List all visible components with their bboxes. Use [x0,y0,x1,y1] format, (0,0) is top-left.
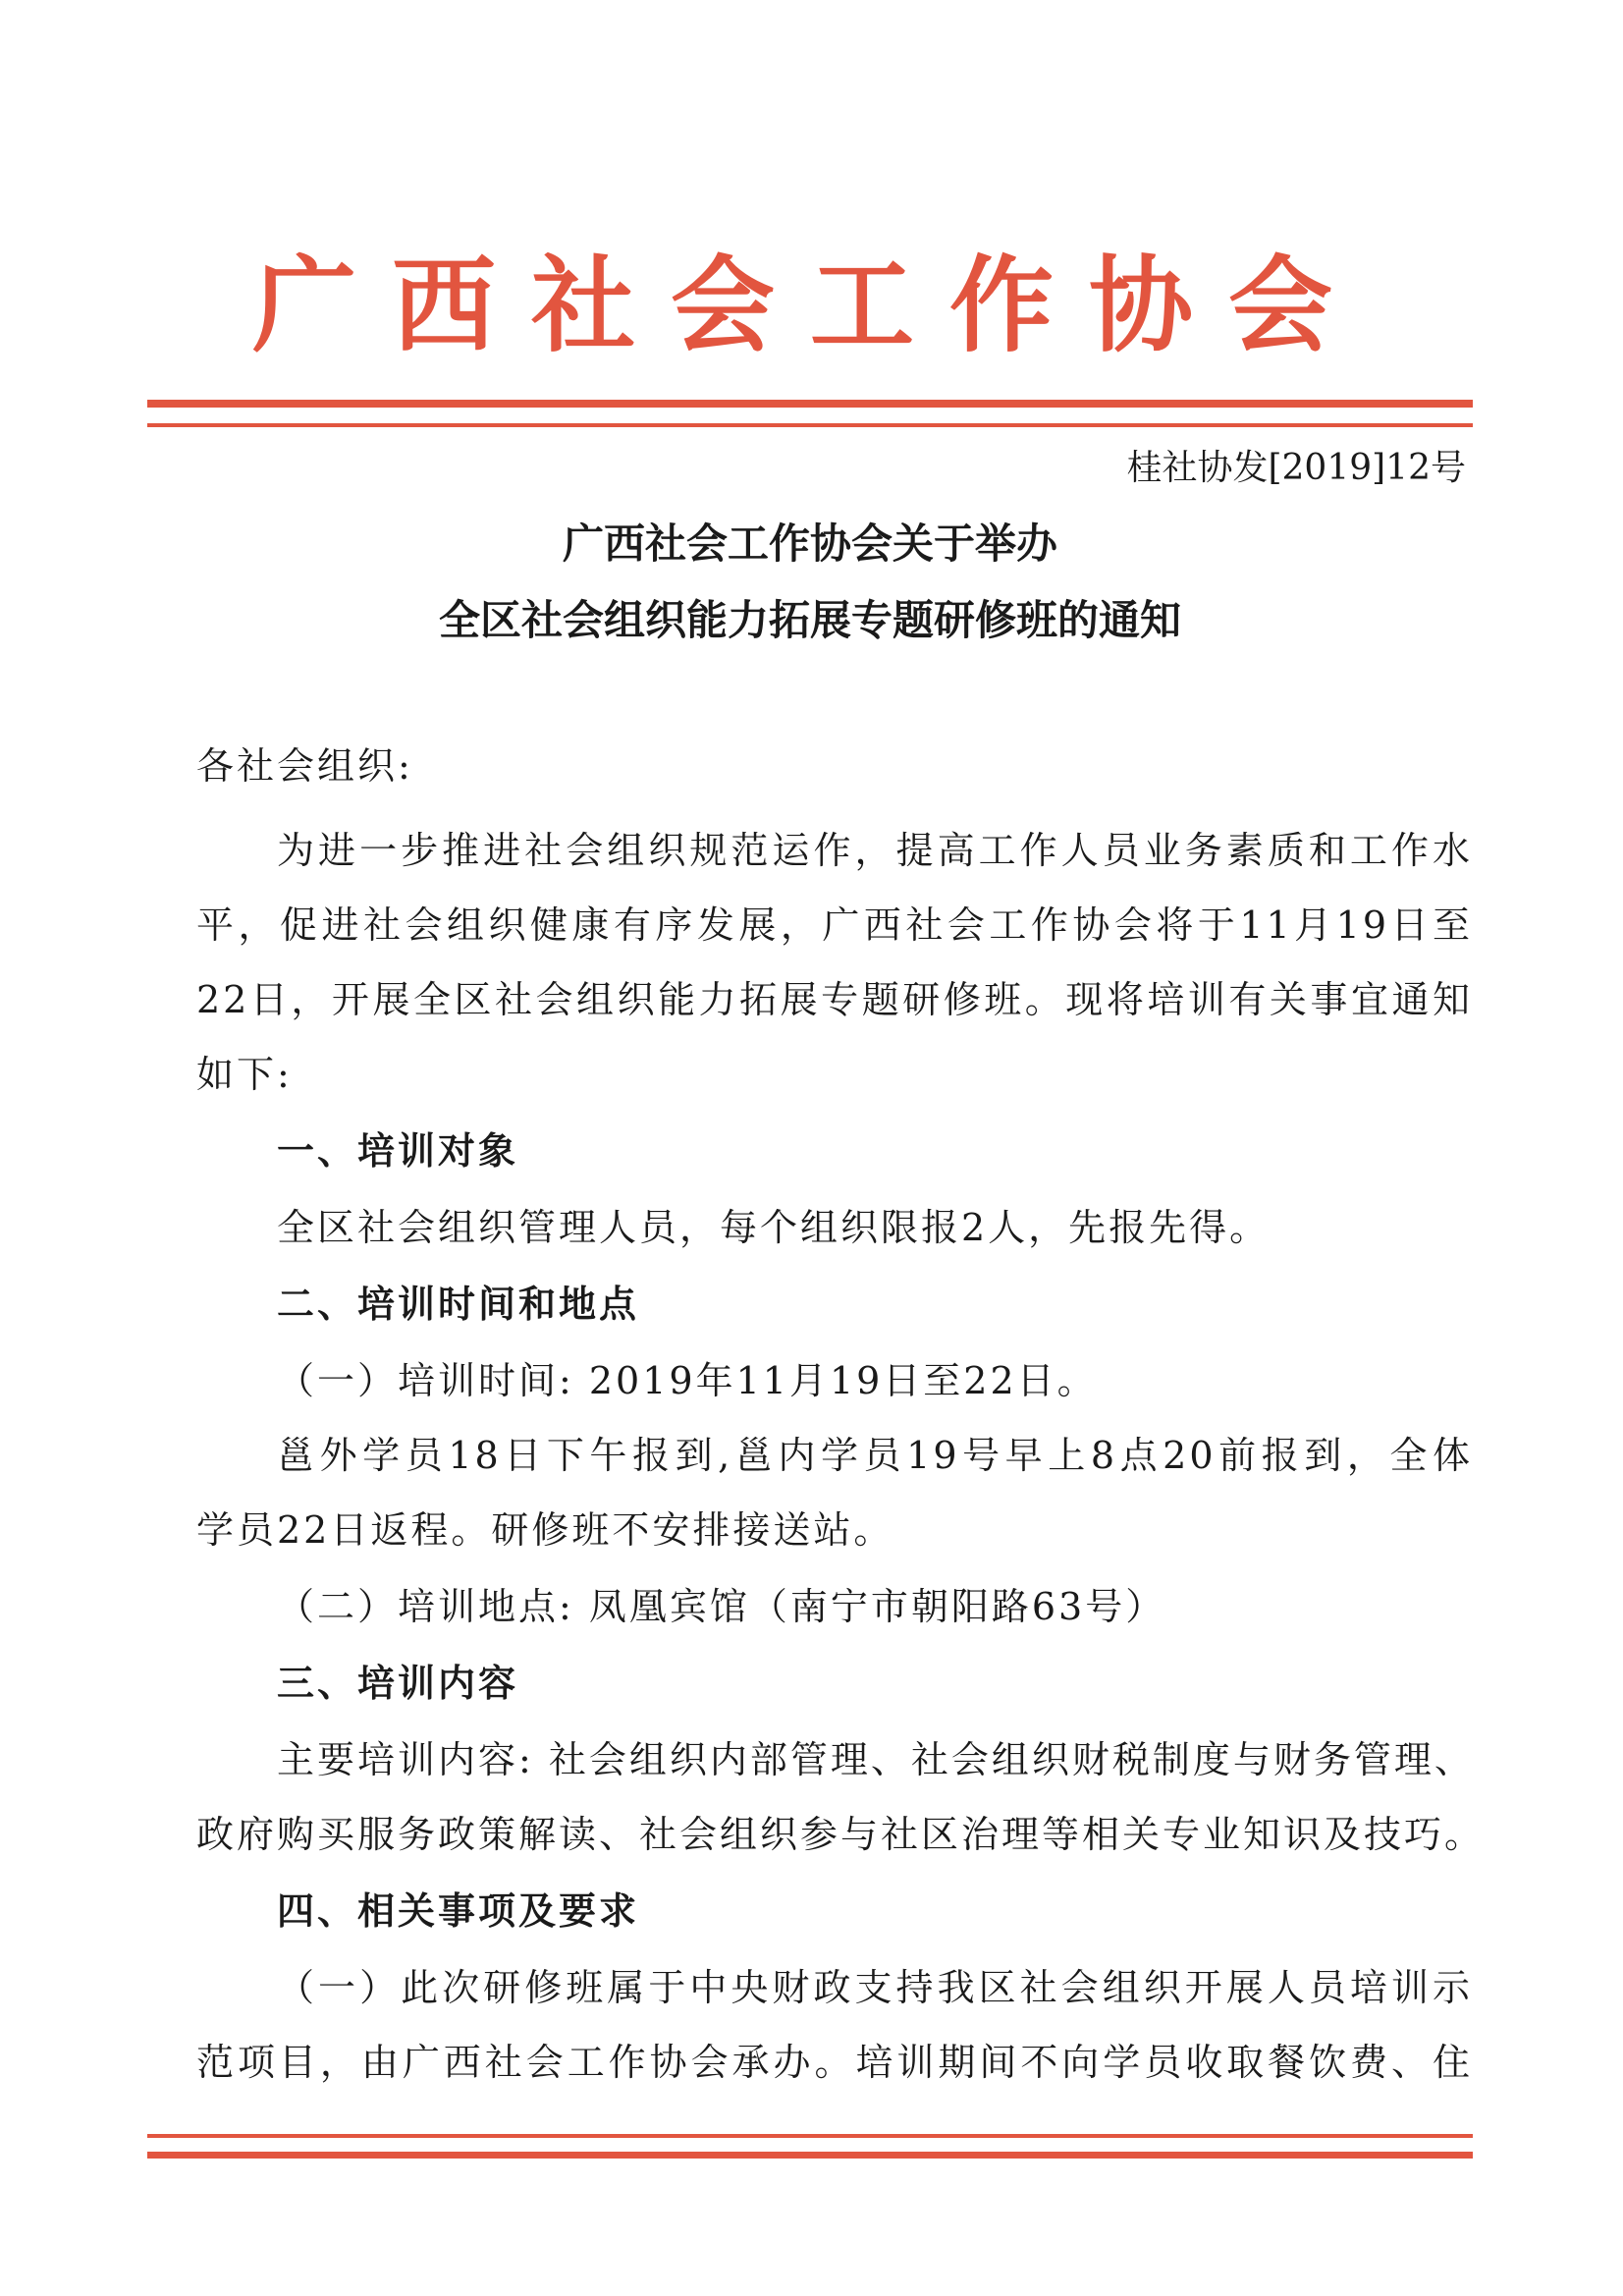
section4-line-2: 范项目，由广西社会工作协会承办。培训期间不向学员收取餐饮费、住 [196,2041,1473,2084]
intro-line-1: 为进一步推进社会组织规范运作，提高工作人员业务素质和工作水 [277,829,1473,872]
section-heading-4: 四、相关事项及要求 [277,1889,640,1933]
intro-line-2: 平，促进社会组织健康有序发展，广西社会工作协会将于11月19日至 [196,903,1473,947]
section2-line-4: （二）培训地点: 凤凰宾馆（南宁市朝阳路63号） [277,1585,1166,1628]
document-number: 桂社协发[2019]12号 [1126,448,1466,488]
footer-rule-thick [147,2152,1473,2159]
section1-line-1: 全区社会组织管理人员，每个组织限报2人，先报先得。 [277,1206,1271,1249]
section4-line-1: （一）此次研修班属于中央财政支持我区社会组织开展人员培训示 [277,1966,1473,2009]
document-title-line-1: 广西社会工作协会关于举办 [562,519,1057,568]
section2-line-1: （一）培训时间: 2019年11月19日至22日。 [277,1359,1098,1402]
section2-line-2: 邕外学员18日下午报到,邕内学员19号早上8点20前报到，全体 [277,1434,1473,1477]
section-heading-2: 二、培训时间和地点 [277,1283,640,1326]
intro-line-4: 如下: [196,1053,293,1096]
section2-line-3: 学员22日返程。研修班不安排接送站。 [196,1508,894,1552]
section3-line-2: 政府购买服务政策解读、社会组织参与社区治理等相关专业知识及技巧。 [196,1813,1486,1856]
section3-line-1: 主要培训内容: 社会组织内部管理、社会组织财税制度与财务管理、 [277,1738,1475,1781]
organization-header: 广西社会工作协会 [252,244,1368,366]
document-title-line-2: 全区社会组织能力拓展专题研修班的通知 [438,596,1181,644]
header-rule-thick [147,400,1473,408]
section-heading-1: 一、培训对象 [277,1129,519,1173]
intro-line-3: 22日，开展全区社会组织能力拓展专题研修班。现将培训有关事宜通知 [196,978,1473,1021]
header-rule-thin [147,423,1473,427]
section-heading-3: 三、培训内容 [277,1662,519,1705]
salutation: 各社会组织: [196,744,413,788]
footer-rule-thin [147,2134,1473,2138]
